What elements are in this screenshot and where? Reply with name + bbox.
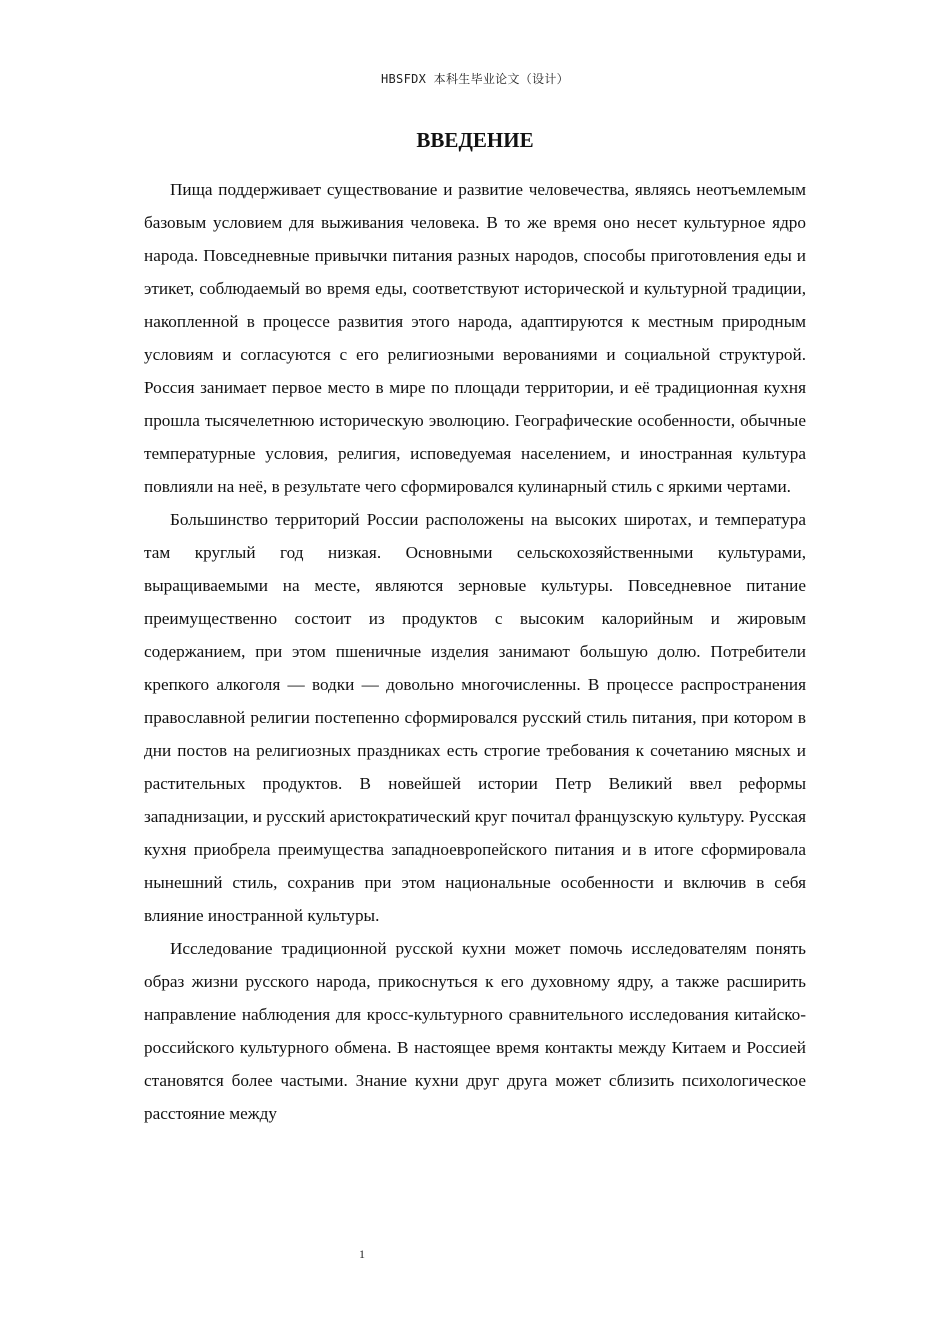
paragraph: Исследование традиционной русской кухни может помочь исследователям понять образ жизни русского народа, прикоснуться к его духовному ядру, а также расширить направление наблюдения для кросс-культурного сравнительного исследования китайско-российского культурного обмена. В настоящее время контакты между Китаем и Россией становятся более частыми. Знание кухни друг друга может сблизить психологическое расстояние между [144, 939, 806, 1123]
section-title: ВВЕДЕНИЕ [416, 128, 534, 152]
paragraph: Пища поддерживает существование и развитие человечества, являясь неотъемлемым базовым условием для выживания человека. В то же время оно несет культурное ядро народа. Повседневные привычки питания разных народов, способы приготовления еды и этикет, соблюдаемый во время еды, соответствуют исторической и культурной традиции, накопленной в процессе развития этого народа, адаптируются к местным природным условиям и согласуются с его религиозными верованиями и социальной структурой. Россия занимает первое место в мире по площади территории, и её традиционная кухня прошла тысячелетнюю историческую эволюцию. Географические особенности, обычные температурные условия, религия, исповедуемая населением, и иностранная культура повлияли на неё, в результате чего сформировался кулинарный стиль с яркими чертами. [144, 180, 806, 496]
running-header: HBSFDX 本科生毕业论文（设计） [381, 72, 569, 86]
page-number: 1 [359, 1247, 365, 1261]
body-text [144, 173, 806, 1130]
paragraph: Большинство территорий России расположены на высоких широтах, и температура там круглый год низкая. Основными сельскохозяйственными культурами, выращиваемыми на месте, являются зерновые культуры. Повседневное питание преимущественно состоит из продуктов с высоким калорийным и жировым содержанием, при этом пшеничные изделия занимают большую долю. Потребители крепкого алкоголя — водки — довольно многочисленны. В процессе распространения православной религии постепенно сформировался русский стиль питания, при котором в дни постов на религиозных праздниках есть строгие требования к сочетанию мясных и растительных продуктов. В новейшей истории Петр Великий ввел реформы западнизации, и русский аристократический круг почитал французскую культуру. Русская кухня приобрела преимущества западноевропейского питания и в итоге сформировала нынешний стиль, сохранив при этом национальные особенности и включив в себя влияние иностранной культуры. [144, 510, 806, 925]
